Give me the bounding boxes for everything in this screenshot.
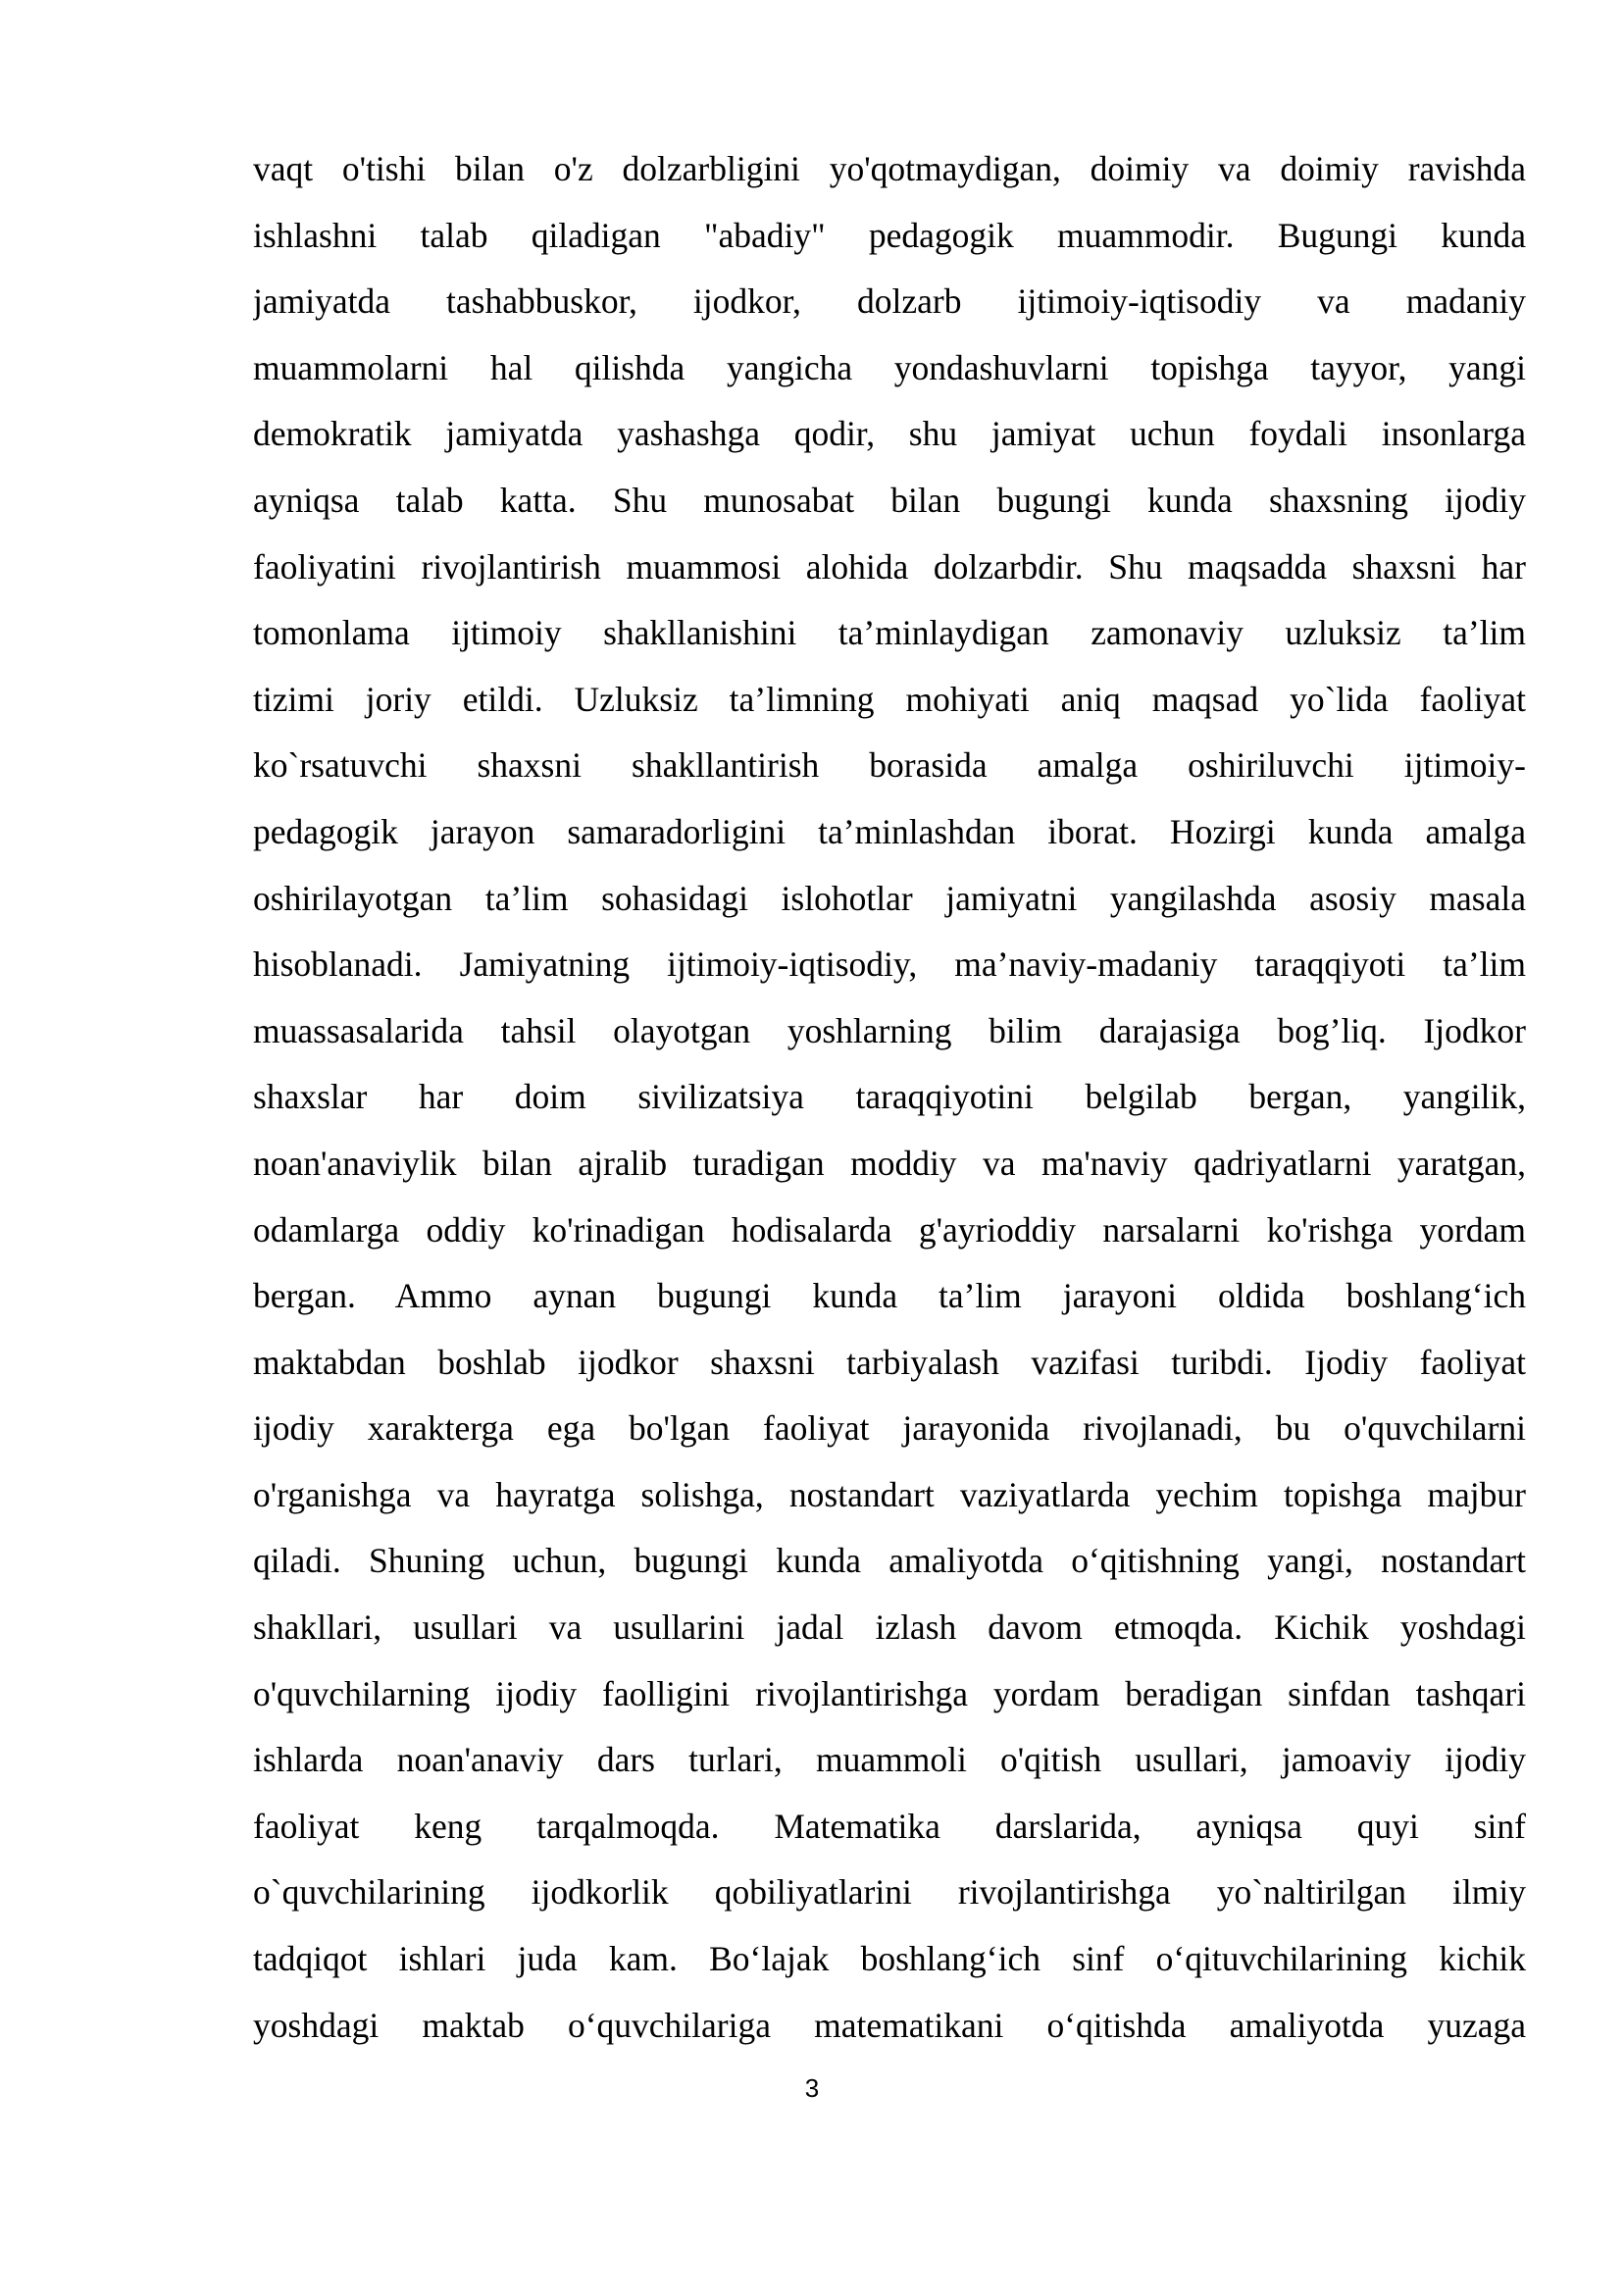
- text-line: ishlashni talab qiladigan "abadiy" pedagogik muammodir. Bugungi kunda: [253, 215, 1526, 255]
- text-line: jamiyatda tashabbuskor, ijodkor, dolzarb ijtimoiy-iqtisodiy va madaniy: [253, 281, 1526, 322]
- text-line: vaqt o'tishi bilan o'z dolzarbligini yo'qotmaydigan, doimiy va doimiy ravishda: [253, 149, 1526, 188]
- body-text: [253, 149, 1526, 2071]
- text-line: tizimi joriy etildi. Uzluksiz ta’limning mohiyati aniq maqsad yo`lida faoliyat: [253, 679, 1526, 719]
- text-line: pedagogik jarayon samaradorligini ta’minlashdan iborat. Hozirgi kunda amalga: [253, 811, 1526, 851]
- text-line: ishlarda noan'anaviy dars turlari, muammoli o'qitish usullari, jamoaviy ijodiy: [253, 1740, 1526, 1780]
- text-line: noan'anaviylik bilan ajralib turadigan moddiy va ma'naviy qadriyatlarni yaratgan,: [253, 1143, 1526, 1183]
- text-line: shakllari, usullari va usullarini jadal izlash davom etmoqda. Kichik yoshdagi: [253, 1607, 1526, 1648]
- text-line: ijodiy xarakterga ega bo'lgan faoliyat jarayonida rivojlanadi, bu o'quvchilarni: [253, 1408, 1526, 1449]
- text-line: faoliyatini rivojlantirish muammosi alohida dolzarbdir. Shu maqsadda shaxsni har: [253, 546, 1526, 587]
- text-line: o'rganishga va hayratga solishga, nostandart vaziyatlarda yechim topishga majbur: [253, 1474, 1526, 1514]
- text-line: odamlarga oddiy ko'rinadigan hodisalarda g'ayrioddiy narsalarni ko'rishga yordam: [253, 1209, 1526, 1250]
- text-line: o'quvchilarning ijodiy faolligini rivojlantirishga yordam beradigan sinfdan tashqari: [253, 1673, 1526, 1713]
- text-line: oshirilayotgan ta’lim sohasidagi islohotlar jamiyatni yangilashda asosiy masala: [253, 878, 1526, 918]
- text-line: demokratik jamiyatda yashashga qodir, shu jamiyat uchun foydali insonlarga: [253, 414, 1526, 454]
- text-line: yoshdagi maktab o‘quvchilariga matematikani o‘qitishda amaliyotda yuzaga: [253, 2005, 1526, 2045]
- page-number: 3: [804, 2073, 820, 2103]
- text-line: qiladi. Shuning uchun, bugungi kunda amaliyotda o‘qitishning yangi, nostandart: [253, 1541, 1526, 1581]
- text-line: muammolarni hal qilishda yangicha yondashuvlarni topishga tayyor, yangi: [253, 347, 1526, 387]
- text-line: hisoblanadi. Jamiyatning ijtimoiy-iqtisodiy, ma’naviy-madaniy taraqqiyoti ta’lim: [253, 944, 1526, 985]
- text-line: maktabdan boshlab ijodkor shaxsni tarbiyalash vazifasi turibdi. Ijodiy faoliyat: [253, 1342, 1526, 1382]
- text-line: tadqiqot ishlari juda kam. Bo‘lajak boshlang‘ich sinf o‘qituvchilarining kichik: [253, 1939, 1526, 1979]
- text-line: shaxslar har doim sivilizatsiya taraqqiyotini belgilab bergan, yangilik,: [253, 1077, 1526, 1117]
- text-line: o`quvchilarining ijodkorlik qobiliyatlarini rivojlantirishga yo`naltirilgan ilmiy: [253, 1872, 1526, 1913]
- text-line: muassasalarida tahsil olayotgan yoshlarning bilim darajasiga bog’liq. Ijodkor: [253, 1010, 1526, 1050]
- text-line: tomonlama ijtimoiy shakllanishini ta’minlaydigan zamonaviy uzluksiz ta’lim: [253, 613, 1526, 653]
- text-line: ayniqsa talab katta. Shu munosabat bilan bugungi kunda shaxsning ijodiy: [253, 480, 1526, 520]
- text-line: ko`rsatuvchi shaxsni shakllantirish borasida amalga oshiriluvchi ijtimoiy-: [253, 745, 1526, 786]
- text-line: bergan. Ammo aynan bugungi kunda ta’lim jarayoni oldida boshlang‘ich: [253, 1276, 1526, 1316]
- text-line: faoliyat keng tarqalmoqda. Matematika darslarida, ayniqsa quyi sinf: [253, 1806, 1526, 1846]
